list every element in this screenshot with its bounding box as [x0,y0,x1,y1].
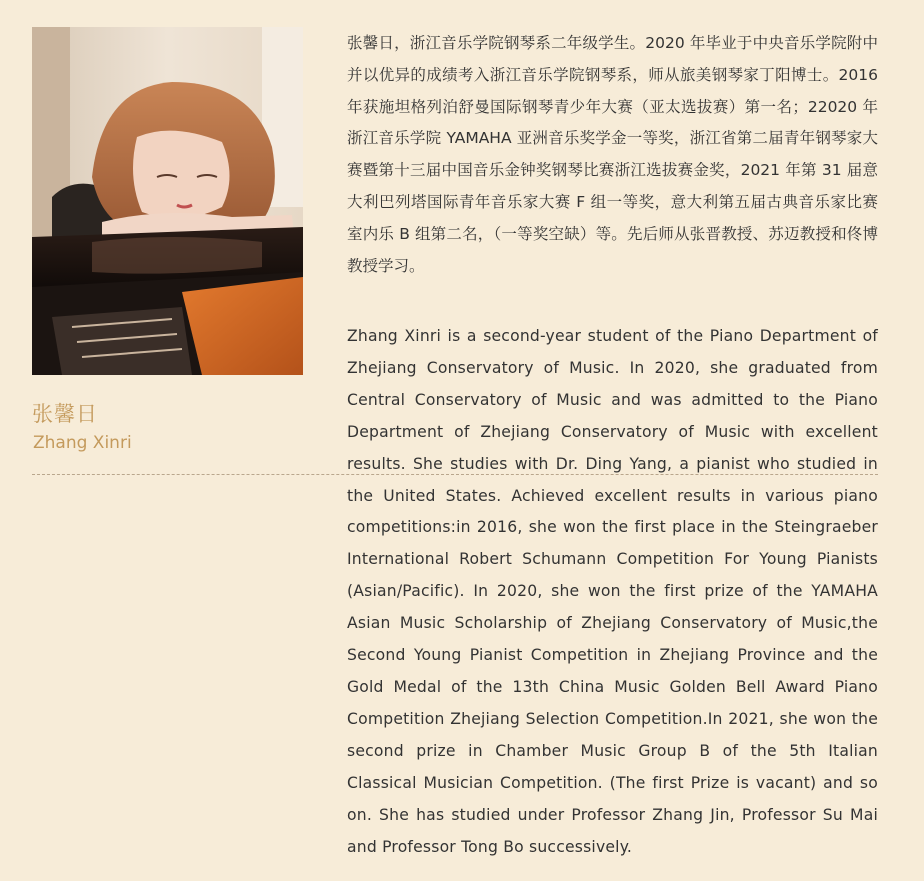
biography-english: Zhang Xinri is a second-year student of the Piano Department of Zhejiang Conservatory of Music. In 2020, she graduated from Central Conservatory of Music and was admitted to the Piano Department of Zhejiang Conservatory of Music with excellent results. She studies with Dr. Ding Yang, a pianist who studied in the United States. Achieved excellent results in various piano competitions:in 2016, she won the first place in the Steingraeber International Robert Schumann Competition For Young Pianists (Asian/Pacific). In 2020, she won the first prize of the YAMAHA Asian Music Scholarship of Zhejiang Conservatory of Music,the Second Young Pianist Competition in Zhejiang Province and the Gold Medal of the 13th China Music Golden Bell Award Piano Competition Zhejiang Selection Competition.In 2021, she won the second prize in Chamber Music Group B of the 5th Italian Classical Musician Competition. (The first Prize is vacant) and so on. She has studied under Professor Zhang Jin, Professor Su Mai and Professor Tong Bo successively. [347,327,878,856]
name-chinese: 张馨日 [32,402,98,426]
portrait-photo [32,27,303,375]
biography-chinese: 张馨日，浙江音乐学院钢琴系二年级学生。2020 年毕业于中央音乐学院附中并以优异的成绩考入浙江音乐学院钢琴系，师从旅美钢琴家丁阳博士。2016 年获施坦格列泊舒曼国际钢琴青少年大赛（亚太选拔赛）第一名；22020 年浙江音乐学院 YAMAHA 亚洲音乐奖学金一等奖，浙江省第二届青年钢琴家大赛暨第十三届中国音乐金钟奖钢琴比赛浙江选拔赛金奖，2021 年第 31 届意大利巴列塔国际青年音乐家大赛 F 组一等奖，意大利第五届古典音乐家比赛 室内乐 B 组第二名，（一等奖空缺）等。先后师从张晋教授、苏迈教授和佟博教授学习。 [347,34,878,275]
pianist-portrait-image [32,27,303,375]
name-english: Zhang Xinri [33,433,132,453]
